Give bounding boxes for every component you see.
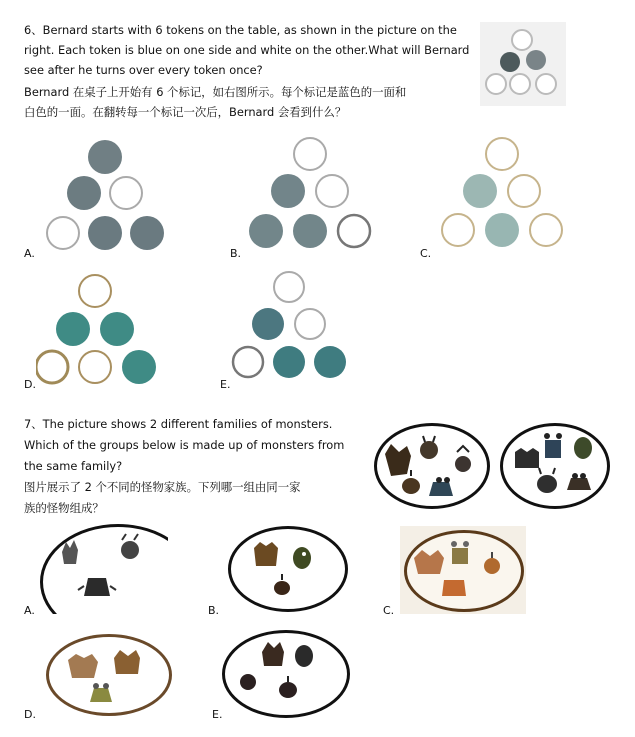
q6-line-1: 6、Bernard starts with 6 tokens on the table, as shown in the picture on the: [24, 23, 457, 37]
q7-line-4: 图片展示了 2 个不同的怪物家族。下列哪一组由同一家: [24, 480, 301, 494]
q7-option-b-image[interactable]: [228, 526, 348, 612]
q6-option-a-label: A.: [24, 247, 35, 260]
q7-option-a-image[interactable]: [40, 524, 168, 614]
q7-option-e-image[interactable]: [222, 630, 350, 718]
q7-option-c-image[interactable]: [400, 526, 526, 614]
q7-option-d-image[interactable]: [46, 634, 174, 718]
q7-option-d-label: D.: [24, 708, 36, 721]
q7-line-3: the same family?: [24, 459, 123, 473]
q7-family-2-image: [500, 423, 610, 509]
q6-line-5: 白色的一面。在翻转每一个标记一次后，Bernard 会看到什么？: [24, 105, 347, 119]
q7-option-c-label: C.: [383, 604, 395, 617]
q6-option-e-image[interactable]: [228, 266, 358, 390]
q6-line-2: right. Each token is blue on one side and white on the other.What will Bernard: [24, 43, 470, 57]
q7-line-1: 7、The picture shows 2 different families of monsters.: [24, 417, 333, 431]
q6-option-d-image[interactable]: [36, 268, 166, 392]
q6-option-b-image[interactable]: [242, 132, 377, 257]
q7-option-b-label: B.: [208, 604, 220, 617]
q6-line-3: see after he turns over every token once?: [24, 63, 263, 77]
q6-reference-image: [480, 22, 566, 106]
q7-family-1-image: [374, 423, 490, 509]
q6-option-c-image[interactable]: [436, 132, 571, 257]
q6-option-c-label: C.: [420, 247, 432, 260]
q6-line-4: Bernard 在桌子上开始有 6 个标记，如右图所示。每个标记是蓝色的一面和: [24, 85, 407, 99]
q7-option-e-label: E.: [212, 708, 223, 721]
q7-line-5: 族的怪物组成？: [24, 501, 104, 515]
q6-option-e-label: E.: [220, 378, 231, 391]
q6-option-d-label: D.: [24, 378, 36, 391]
q7-option-a-label: A.: [24, 604, 35, 617]
q7-line-2: Which of the groups below is made up of monsters from: [24, 438, 345, 452]
q6-option-a-image[interactable]: [40, 132, 170, 257]
q6-option-b-label: B.: [230, 247, 242, 260]
